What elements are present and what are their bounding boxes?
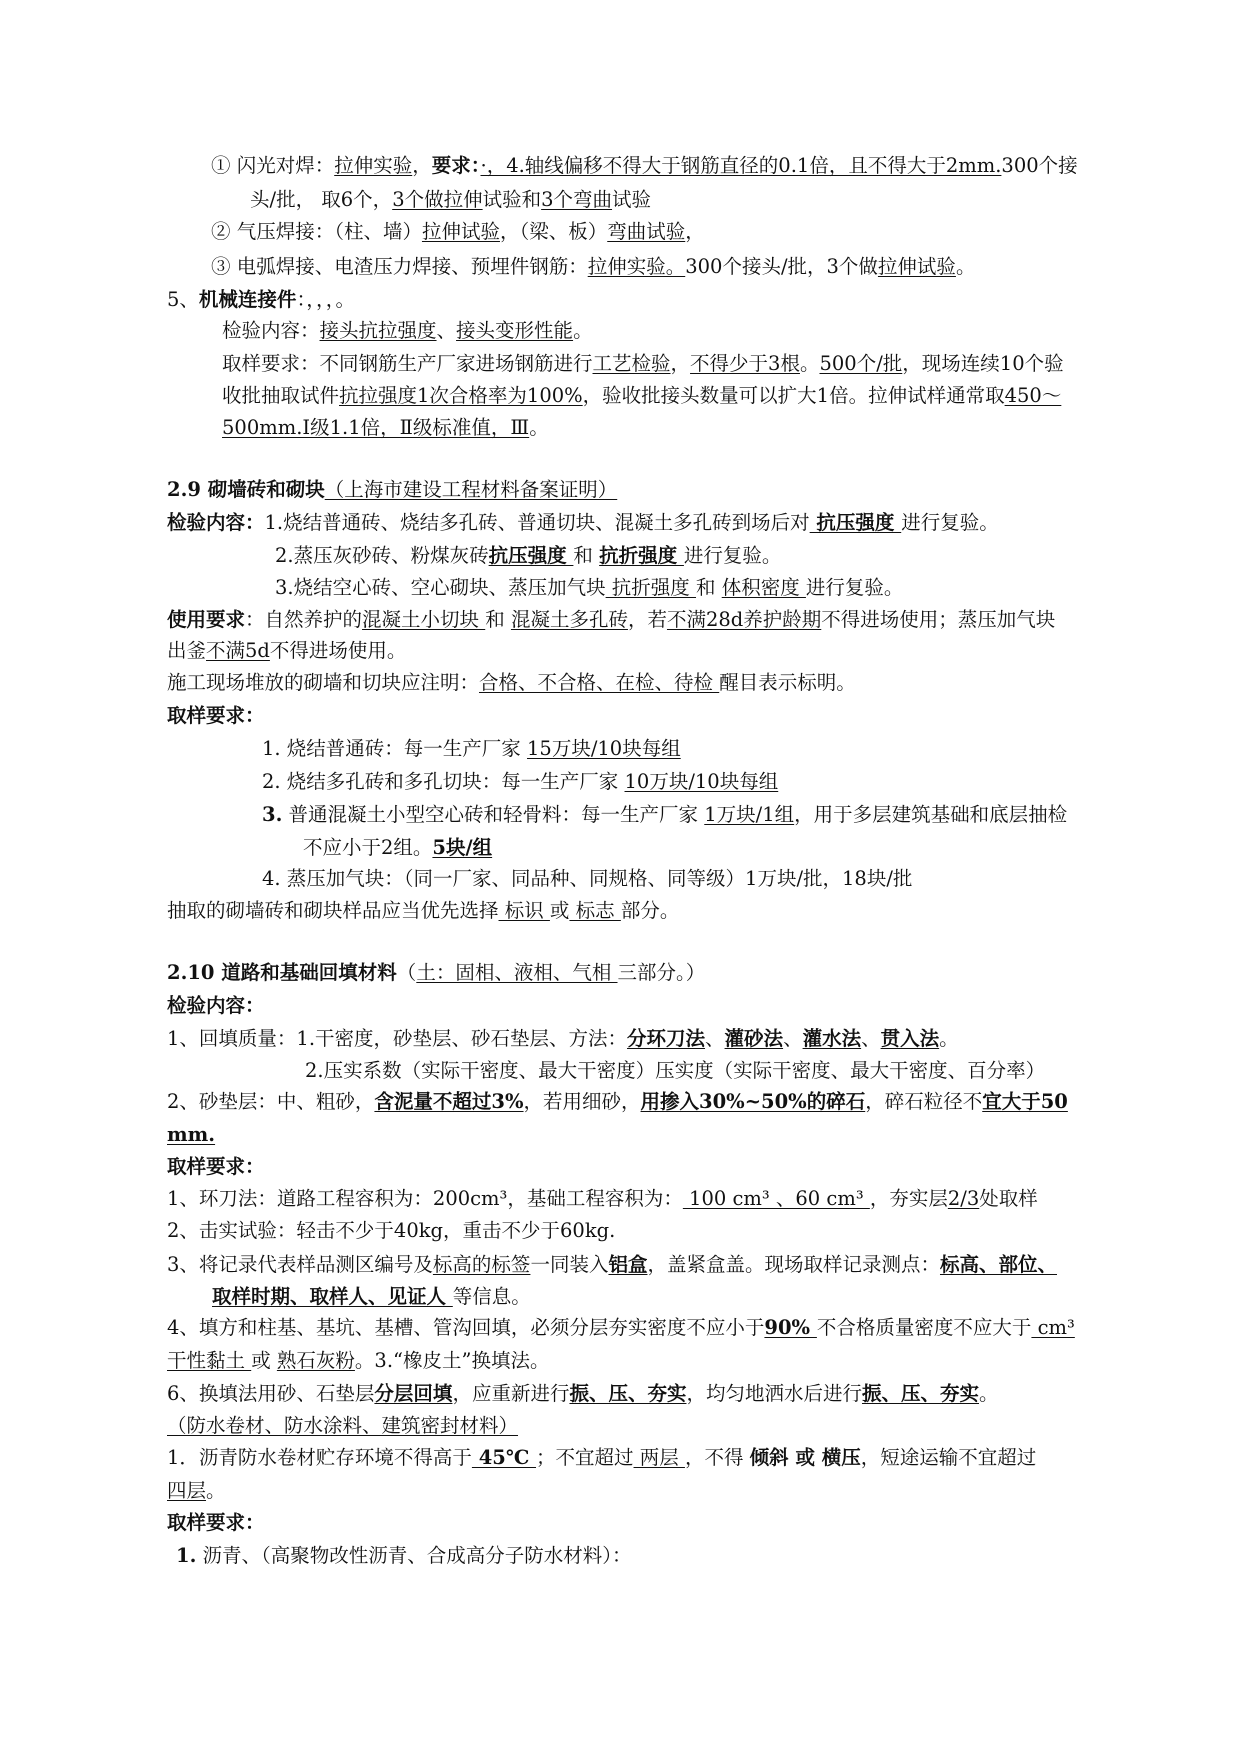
sand-cushion-line-cont [167, 1119, 215, 1151]
text-run: 抽取的砌墙砖和砌块样品应当优先选择 [167, 899, 499, 922]
text-run: 三部分。） [617, 961, 706, 984]
text-run: 。 [529, 416, 549, 439]
text-run: ；不宜超过 [536, 1446, 634, 1469]
text-run: 、 [436, 319, 457, 342]
text-run: 100 cm³ 、60 cm³ [682, 1187, 870, 1210]
text-run: 施工现场堆放的砌墙和切块应注明： [167, 671, 480, 694]
fill-density-line-cont [167, 1345, 549, 1377]
replacement-fill-line [167, 1378, 999, 1410]
text-run: 振、压、夯实 [569, 1382, 687, 1405]
text-run: 倾斜 [749, 1446, 789, 1469]
text-run: 取样要求： [167, 1511, 265, 1534]
text-run: 2、击实试验：轻击不少于40kg，重击不少于60kg. [167, 1219, 616, 1242]
text-run: 不得少于3根 [690, 352, 800, 375]
text-run: 3个弯曲 [541, 188, 613, 211]
text-run: 500个/批 [819, 352, 903, 375]
text-run: 熟石灰粉 [276, 1349, 355, 1372]
text-run: 横压 [821, 1446, 861, 1469]
text-run: 1、回填质量：1.干密度，砂垫层、砂石垫层、方法： [167, 1027, 628, 1050]
text-run: 抗压强度 [488, 544, 574, 567]
text-run: 试验和 [482, 188, 542, 211]
text-run: ：，，，。 [296, 288, 355, 311]
text-run: 用掺入30%~50%的碎石 [640, 1090, 866, 1113]
text-run: 4. 蒸压加气块：（同一厂家、同品种、同规格、同等级）1万块/批，18块/批 [262, 867, 913, 890]
text-run: 土：固相、液相、气相 [416, 961, 618, 984]
text-run: 取样要求：不同钢筋生产厂家进场钢筋进行 [222, 352, 593, 375]
text-run: 15万块/10块每组 [527, 737, 681, 760]
text-run: 和 [485, 608, 511, 631]
text-run: 一同装入 [530, 1253, 609, 1276]
text-run: 3. [262, 803, 283, 826]
waterproofing-sampling-heading [167, 1507, 265, 1539]
text-run: 、 [783, 1027, 803, 1050]
text-run: 450～ [1004, 384, 1062, 407]
text-run: 。 [939, 1027, 959, 1050]
text-run: 和 [573, 544, 600, 567]
text-run: 10万块/10块每组 [624, 770, 779, 793]
masonry-sampling-item-3-cont [303, 832, 492, 864]
text-run: 抗压强度 [809, 511, 902, 534]
text-run: 标高、部位、 [939, 1253, 1057, 1276]
text-run: 干性黏土 [167, 1349, 252, 1372]
text-run: ② 气压焊接：（柱、墙） [211, 220, 422, 243]
text-run: 2. 烧结多孔砖和多孔切块：每一生产厂家 [262, 770, 625, 793]
text-run: 和 [696, 576, 722, 599]
text-run: ，碎石粒径不 [865, 1090, 983, 1113]
text-run: 含泥量不超过3% [374, 1090, 524, 1113]
masonry-inspection-item-3 [275, 572, 903, 604]
masonry-sampling-heading [167, 700, 265, 732]
text-run: 3、将记录代表样品测区编号及 [167, 1253, 433, 1276]
text-run: ，若 [627, 608, 667, 631]
weld-gas-pressure-line [211, 216, 705, 248]
backfill-quality-line [167, 1023, 959, 1055]
text-run: 1. [176, 1544, 197, 1567]
text-run: 45℃ [471, 1446, 537, 1469]
text-run: 检验内容： [222, 319, 320, 342]
masonry-inspection-item-1 [167, 507, 999, 539]
text-run: 1、环刀法：道路工程容积为：200cm³，基础工程容积为： [167, 1187, 683, 1210]
text-run: 。 [799, 352, 820, 375]
text-run: 或 [788, 1446, 822, 1469]
text-run: 等信息。 [452, 1285, 531, 1308]
text-run: 2/3 [947, 1187, 980, 1210]
text-run: ·，4.轴线偏移不得大于钢筋直径的0.1倍，且不得大于2mm. [480, 154, 1002, 177]
sample-record-line [167, 1249, 1057, 1281]
text-run: 分环刀法 [627, 1027, 706, 1050]
text-run: ，夯实层 [869, 1187, 948, 1210]
text-run: 取样时期、取样人、见证人 [212, 1285, 453, 1308]
text-run: 2、砂垫层：中、粗砂， [167, 1090, 375, 1113]
text-run: ① 闪光对焊： [211, 154, 335, 177]
masonry-sample-selection [167, 895, 679, 927]
text-run: 振、压、夯实 [861, 1382, 979, 1405]
text-run: 4、填方和柱基、基坑、基槽、管沟回填，必须分层夯实密度不应小于 [167, 1316, 765, 1339]
text-run: 标识 [498, 899, 550, 922]
compaction-test-line [167, 1215, 615, 1247]
text-run: ， [670, 352, 691, 375]
text-run: 灌水法 [802, 1027, 862, 1050]
text-run: 500mm.Ⅰ级1.1倍，Ⅱ级标准值，Ⅲ [222, 416, 530, 439]
text-run: 出釜 [167, 639, 207, 662]
text-run: 沥青、（高聚物改性沥青、合成高分子防水材料）： [196, 1544, 632, 1567]
text-run: 使用要求 [167, 608, 246, 631]
text-run: 或 [251, 1349, 277, 1372]
text-run: 1．沥青防水卷材贮存环境不得高于 [167, 1446, 472, 1469]
connector-sampling-line [222, 348, 1064, 380]
backfill-inspection-heading [167, 990, 265, 1022]
section-heading-masonry [167, 474, 617, 506]
text-run: 抗折强度 [599, 544, 684, 567]
masonry-site-marking [167, 667, 856, 699]
text-run: 拉伸实验 [334, 154, 413, 177]
waterproofing-sampling-item-1 [176, 1540, 632, 1572]
text-run: 头/批， 取6个， [250, 188, 393, 211]
fill-density-line [167, 1312, 1075, 1344]
text-run: 300个接 [1001, 154, 1078, 177]
text-run: 拉伸试验 [877, 255, 956, 278]
text-run: 1.烧结普通砖、烧结多孔砖、普通切块、混凝土多孔砖到场后对 [264, 511, 810, 534]
text-run: 不得进场使用。 [269, 639, 407, 662]
text-run: 贯入法 [880, 1027, 940, 1050]
text-run: ，验收批接头数量可以扩大1倍。拉伸试样通常取 [582, 384, 1005, 407]
text-run: ，若用细砂， [523, 1090, 641, 1113]
text-run: ，不得 [684, 1446, 750, 1469]
text-run: 2.10 道路和基础回填材料 [167, 961, 397, 984]
masonry-usage-requirement [167, 604, 1055, 636]
text-run: 拉伸试验 [421, 220, 500, 243]
asphalt-membrane-storage-line-cont [167, 1475, 226, 1507]
ring-knife-method-line [167, 1183, 1038, 1215]
text-run: 灌砂法 [724, 1027, 784, 1050]
weld-flash-butt-line-cont [250, 184, 651, 216]
backfill-sampling-heading [167, 1151, 265, 1183]
text-run: 接头变形性能 [456, 319, 574, 342]
text-run: 工艺检验 [592, 352, 671, 375]
text-run: 铝盒 [608, 1253, 648, 1276]
connector-sampling-line-cont [222, 380, 1061, 412]
text-run: 不得进场使用；蒸压加气块 [821, 608, 1056, 631]
asphalt-membrane-storage-line [167, 1442, 1036, 1474]
text-run: ，现场连续10个验 [902, 352, 1064, 375]
text-run: 普通混凝土小型空心砖和轻骨料：每一生产厂家 [282, 803, 705, 826]
masonry-sampling-item-1 [262, 733, 681, 765]
text-run: 醒目表示标明。 [719, 671, 856, 694]
text-run: （上海市建设工程材料备案证明） [324, 478, 618, 501]
text-run: ：自然养护的 [245, 608, 363, 631]
text-run: 部分。 [620, 899, 680, 922]
text-run: 2.蒸压灰砂砖、粉煤灰砖 [275, 544, 489, 567]
masonry-sampling-item-3 [262, 799, 1067, 831]
text-run: 不满5d [206, 639, 270, 662]
text-run: 混凝土多孔砖 [510, 608, 628, 631]
text-run: 2.压实系数（实际干密度、最大干密度）压实度（实际干密度、最大干密度、百分率） [305, 1059, 1046, 1082]
text-run: ③ 电弧焊接、电渣压力焊接、预埋件钢筋： [211, 255, 588, 278]
text-run: ，均匀地洒水后进行 [686, 1382, 862, 1405]
text-run: ，应重新进行 [452, 1382, 570, 1405]
text-run: 取样要求： [167, 704, 265, 727]
weld-arc-line [211, 251, 975, 283]
text-run: 。 [573, 319, 593, 342]
text-run: 宜大于50 [982, 1090, 1068, 1113]
text-run: 进行复验。 [683, 544, 782, 567]
text-run: 。3.“橡皮土”换填法。 [354, 1349, 550, 1372]
waterproofing-heading [167, 1410, 518, 1442]
text-run: 1. 烧结普通砖：每一生产厂家 [262, 737, 528, 760]
text-run: 6、换填法用砂、石垫层 [167, 1382, 375, 1405]
text-run: 分层回填 [374, 1382, 453, 1405]
text-run: 90% [764, 1316, 817, 1339]
text-run: 进行复验。 [805, 576, 904, 599]
text-run: 合格、不合格、在检、待检 [479, 671, 720, 694]
text-run: 标志 [569, 899, 621, 922]
text-run: 、 [861, 1027, 881, 1050]
text-run: ，（梁、板） [499, 220, 608, 243]
text-run: cm³ [1031, 1316, 1075, 1339]
text-run: 弯曲试验 [607, 220, 686, 243]
text-run: 5、 [167, 288, 199, 311]
text-run: 机械连接件 [198, 288, 297, 311]
text-run: 拉伸实验。 [587, 255, 686, 278]
text-run: （ [396, 961, 417, 984]
text-run: ，盖紧盒盖。现场取样记录测点： [647, 1253, 940, 1276]
text-run: 进行复验。 [901, 511, 999, 534]
text-run: 标高的标签 [432, 1253, 531, 1276]
text-run: 3.烧结空心砖、空心砌块、蒸压加气块 [275, 576, 606, 599]
text-run: 1万块/1组 [704, 803, 795, 826]
text-run: 四层 [167, 1479, 207, 1502]
text-run: 3个做拉伸 [392, 188, 483, 211]
masonry-usage-requirement-cont [167, 635, 406, 667]
masonry-inspection-item-2 [275, 540, 781, 572]
text-run: 检验内容： [167, 511, 265, 534]
weld-flash-butt-line [211, 150, 1078, 182]
masonry-sampling-item-2 [262, 766, 778, 798]
text-run: mm. [167, 1123, 216, 1146]
text-run: ， [685, 220, 705, 243]
text-run: 300个接头/批，3个做 [685, 255, 878, 278]
text-run: 试验 [612, 188, 652, 211]
text-run: 。 [955, 255, 976, 278]
masonry-sampling-item-4 [262, 863, 912, 895]
sample-record-line-cont [212, 1281, 531, 1313]
backfill-compaction-line [305, 1055, 1045, 1087]
text-run: 处取样 [979, 1187, 1038, 1210]
mechanical-connector-heading [167, 284, 355, 316]
text-run: 收批抽取试件 [222, 384, 340, 407]
text-run: 混凝土小切块 [362, 608, 486, 631]
section-heading-backfill [167, 957, 705, 989]
text-run: 不满28d养护龄期 [666, 608, 822, 631]
text-run: 5块/组 [432, 836, 493, 859]
connector-sampling-line-end [222, 412, 549, 444]
text-run: 或 [549, 899, 570, 922]
text-run: 要求： [431, 154, 481, 177]
text-run: 检验内容： [167, 994, 265, 1017]
text-run: 接头抗拉强度 [319, 319, 437, 342]
text-run: （防水卷材、防水涂料、建筑密封材料） [167, 1414, 519, 1437]
sand-cushion-line [167, 1086, 1068, 1118]
text-run: ，短途运输不宜超过 [860, 1446, 1037, 1469]
text-run: 。 [979, 1382, 999, 1405]
text-run: 2.9 砌墙砖和砌块 [167, 478, 325, 501]
text-run: ， [412, 154, 432, 177]
text-run: 不合格质量密度不应大于 [816, 1316, 1032, 1339]
connector-inspection-line [222, 315, 593, 347]
text-run: 取样要求： [167, 1155, 265, 1178]
text-run: 两层 [633, 1446, 685, 1469]
text-run: 。 [206, 1479, 226, 1502]
text-run: 抗折强度 [605, 576, 697, 599]
text-run: 、 [705, 1027, 725, 1050]
text-run: 体积密度 [721, 576, 806, 599]
text-run: ，用于多层建筑基础和底层抽检 [794, 803, 1068, 826]
text-run: 不应小于2组。 [303, 836, 433, 859]
text-run: 抗拉强度1次合格率为100% [339, 384, 583, 407]
